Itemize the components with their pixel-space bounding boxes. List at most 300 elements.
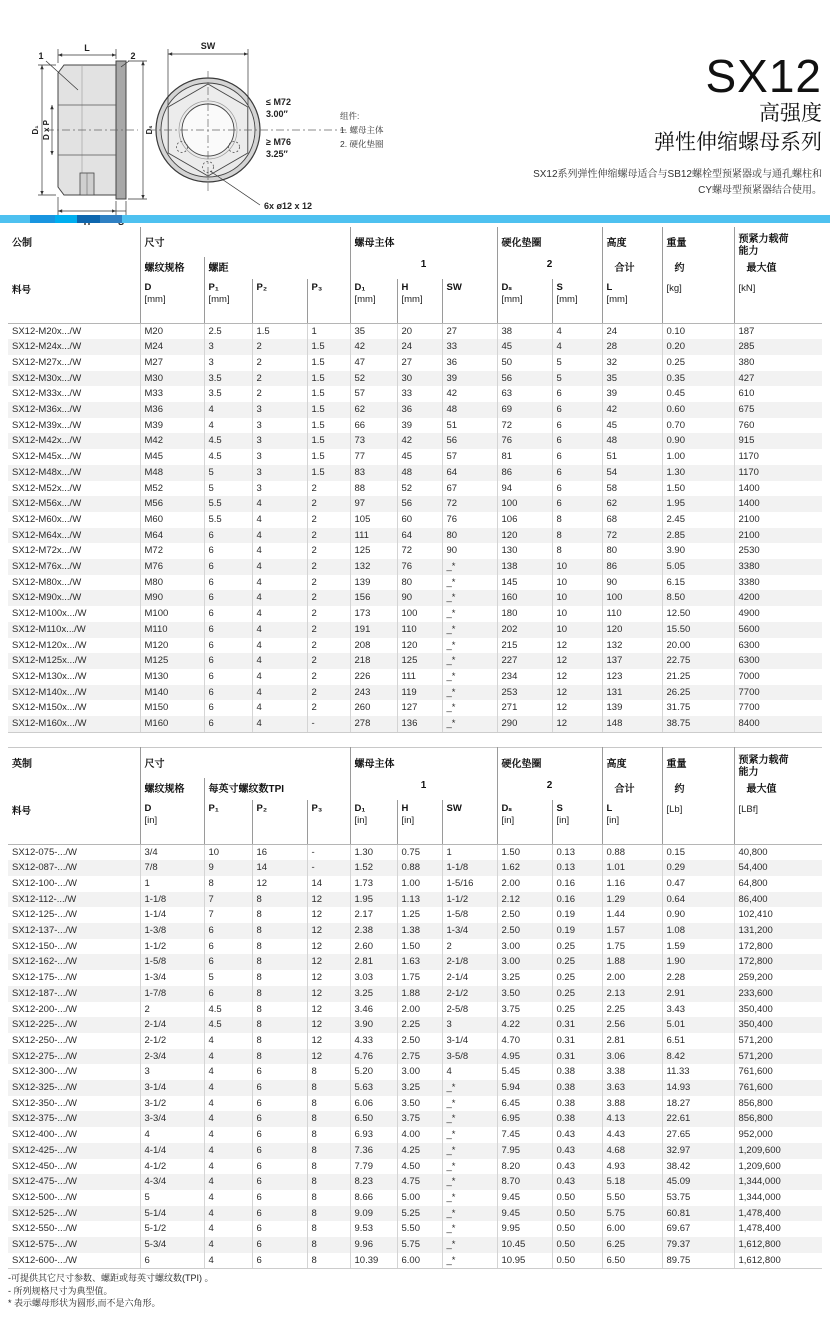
value-cell: 52 xyxy=(397,481,442,497)
range-small-label: ≤ M72 xyxy=(266,97,291,107)
value-cell: 76 xyxy=(397,559,442,575)
value-cell: M110 xyxy=(140,622,204,638)
part-number-cell: SX12-M24x.../W xyxy=(12,341,82,353)
value-cell: 5600 xyxy=(734,622,822,638)
value-cell: 72 xyxy=(602,528,662,544)
value-cell: 77 xyxy=(350,449,397,465)
imperial-table-header xyxy=(8,748,822,845)
value-cell: 2 xyxy=(307,590,350,606)
value-cell: 36 xyxy=(397,402,442,418)
part-number-cell: SX12-M130x.../W xyxy=(12,670,87,682)
value-cell: 1.16 xyxy=(602,876,662,892)
value-cell: 4 xyxy=(204,1127,252,1143)
value-cell: 42 xyxy=(350,339,397,355)
value-cell: 10.95 xyxy=(497,1253,552,1269)
component-legend xyxy=(340,111,384,149)
page-description xyxy=(402,167,822,199)
value-cell: 4 xyxy=(204,1111,252,1127)
part-number-cell: SX12-137-.../W xyxy=(12,925,77,937)
value-cell: 8 xyxy=(307,1080,350,1096)
value-cell: 4 xyxy=(252,590,307,606)
value-cell: 2.91 xyxy=(662,986,734,1002)
value-cell: 2.81 xyxy=(350,954,397,970)
value-cell: 4.93 xyxy=(602,1159,662,1175)
table-row xyxy=(8,653,822,669)
value-cell: 3/4 xyxy=(140,844,204,860)
page-subtitle-2: 弹性伸缩螺母系列 xyxy=(654,130,822,154)
value-cell: 8 xyxy=(307,1111,350,1127)
column-header: [kN] xyxy=(734,279,822,323)
holes-callout-label: 6x ø12 x 12 xyxy=(264,201,313,211)
value-cell: 50 xyxy=(497,355,552,371)
nut-drawing-svg xyxy=(8,35,428,230)
value-cell: 0.45 xyxy=(662,386,734,402)
value-cell: 100 xyxy=(497,496,552,512)
value-cell: 8.20 xyxy=(497,1159,552,1175)
value-cell: 3.75 xyxy=(397,1111,442,1127)
column-header: D₁ [mm] xyxy=(350,279,397,323)
part-number-cell: SX12-200-.../W xyxy=(12,1003,77,1015)
value-cell: 12 xyxy=(552,638,602,654)
value-cell: 243 xyxy=(350,685,397,701)
value-cell: 90 xyxy=(602,575,662,591)
value-cell: 208 xyxy=(350,638,397,654)
part-number-cell: SX12-600-.../W xyxy=(8,1253,140,1269)
value-cell: 4900 xyxy=(734,606,822,622)
callout-1-label: 1 xyxy=(38,51,44,61)
table-row xyxy=(8,496,822,512)
value-cell: 39 xyxy=(602,386,662,402)
value-cell: 10 xyxy=(552,606,602,622)
value-cell: 90 xyxy=(397,590,442,606)
value-cell: 76 xyxy=(497,433,552,449)
value-cell: _* xyxy=(442,638,497,654)
table-row xyxy=(8,1143,822,1159)
value-cell: 1,478,400 xyxy=(734,1221,822,1237)
value-cell: 3.06 xyxy=(602,1049,662,1065)
height-subheader: 合计 xyxy=(602,778,662,800)
value-cell: 4.5 xyxy=(204,449,252,465)
part-number-cell: SX12-275-.../W xyxy=(12,1050,77,1062)
value-cell: 67 xyxy=(442,481,497,497)
value-cell: 6.00 xyxy=(397,1253,442,1269)
footnote-line: -可提供其它尺寸参数、螺距或每英寸螺纹数(TPI) 。 xyxy=(8,1273,214,1283)
value-cell: 51 xyxy=(442,418,497,434)
value-cell: - xyxy=(307,844,350,860)
value-cell: 4 xyxy=(204,1190,252,1206)
description-line-1: SX12系列弹性伸缩螺母适合与SB12螺栓型预紧器或与通孔螺柱和 xyxy=(533,168,822,180)
value-cell: 1.75 xyxy=(602,939,662,955)
value-cell: 380 xyxy=(734,355,822,371)
table-row xyxy=(8,669,822,685)
value-cell: 4 xyxy=(140,1127,204,1143)
value-cell: 36 xyxy=(442,355,497,371)
region-header: 公制 xyxy=(12,238,32,249)
value-cell: 2 xyxy=(252,339,307,355)
value-cell: _* xyxy=(442,1127,497,1143)
value-cell: 1.5 xyxy=(252,323,307,339)
value-cell: 3.5 xyxy=(204,371,252,387)
value-cell: 0.25 xyxy=(662,355,734,371)
value-cell: 2 xyxy=(252,371,307,387)
part-number-cell: SX12-M36x.../W xyxy=(12,404,82,416)
value-cell: 0.31 xyxy=(552,1033,602,1049)
value-cell: 4 xyxy=(252,685,307,701)
value-cell: 5.75 xyxy=(397,1237,442,1253)
value-cell: 4 xyxy=(204,1253,252,1269)
value-cell: 1.88 xyxy=(397,986,442,1002)
table-row xyxy=(8,1206,822,1222)
value-cell: 6 xyxy=(204,716,252,732)
value-cell: 6 xyxy=(252,1206,307,1222)
washer-number: 2 xyxy=(497,778,602,800)
value-cell: 4 xyxy=(204,1221,252,1237)
value-cell: 63 xyxy=(497,386,552,402)
value-cell: 6 xyxy=(552,386,602,402)
value-cell: 3 xyxy=(252,465,307,481)
value-cell: 12 xyxy=(307,954,350,970)
value-cell: 3.43 xyxy=(662,1002,734,1018)
value-cell: 7.79 xyxy=(350,1159,397,1175)
value-cell: 2100 xyxy=(734,512,822,528)
value-cell: 8 xyxy=(252,1049,307,1065)
value-cell: 1-5/8 xyxy=(140,954,204,970)
value-cell: 8 xyxy=(252,1002,307,1018)
value-cell: 119 xyxy=(397,685,442,701)
part-number-cell: SX12-550-.../W xyxy=(12,1223,77,1235)
part-number-cell: SX12-325-.../W xyxy=(12,1082,77,1094)
value-cell: 8 xyxy=(252,892,307,908)
value-cell: 1-7/8 xyxy=(140,986,204,1002)
part-number-cell: SX12-250-.../W xyxy=(12,1034,77,1046)
value-cell: 2 xyxy=(307,543,350,559)
imperial-spec-table xyxy=(8,747,822,1269)
value-cell: 6.06 xyxy=(350,1096,397,1112)
value-cell: 4 xyxy=(252,496,307,512)
nut-body-number: 1 xyxy=(350,257,497,279)
value-cell: 0.16 xyxy=(552,892,602,908)
value-cell: 4 xyxy=(204,418,252,434)
value-cell: 2 xyxy=(307,528,350,544)
value-cell: 38.42 xyxy=(662,1159,734,1175)
value-cell: 6 xyxy=(552,433,602,449)
part-number-cell: SX12-475-.../W xyxy=(12,1176,77,1188)
value-cell: 4.13 xyxy=(602,1111,662,1127)
size-group-header: 尺寸 xyxy=(140,227,350,257)
value-cell: 8.50 xyxy=(662,590,734,606)
value-cell: 10 xyxy=(552,590,602,606)
value-cell: 4 xyxy=(252,622,307,638)
value-cell: _* xyxy=(442,1174,497,1190)
value-cell: 952,000 xyxy=(734,1127,822,1143)
value-cell: 57 xyxy=(442,449,497,465)
value-cell: 1170 xyxy=(734,449,822,465)
nut-body-group-header: 螺母主体 xyxy=(350,748,497,779)
value-cell: 48 xyxy=(442,402,497,418)
value-cell: 1-5/8 xyxy=(442,907,497,923)
value-cell: 202 xyxy=(497,622,552,638)
column-header: H [mm] xyxy=(397,279,442,323)
value-cell: 3 xyxy=(252,481,307,497)
value-cell: 10 xyxy=(552,575,602,591)
value-cell: 42 xyxy=(442,386,497,402)
value-cell: 2 xyxy=(307,669,350,685)
value-cell: 1,209,600 xyxy=(734,1159,822,1175)
value-cell: M24 xyxy=(140,339,204,355)
value-cell: 0.64 xyxy=(662,892,734,908)
value-cell: 1.38 xyxy=(397,923,442,939)
technical-drawing xyxy=(8,35,428,230)
value-cell: 8 xyxy=(204,876,252,892)
value-cell: 12 xyxy=(307,923,350,939)
value-cell: 8 xyxy=(307,1096,350,1112)
value-cell: 180 xyxy=(497,606,552,622)
value-cell: 4-1/2 xyxy=(140,1159,204,1175)
table-row xyxy=(8,1127,822,1143)
table-row xyxy=(8,528,822,544)
value-cell: 9 xyxy=(204,860,252,876)
value-cell: 4 xyxy=(552,323,602,339)
value-cell: 3.50 xyxy=(397,1096,442,1112)
part-number-cell: SX12-M76x.../W xyxy=(12,561,82,573)
value-cell: 1.5 xyxy=(307,386,350,402)
value-cell: 9.45 xyxy=(497,1206,552,1222)
part-number-cell: SX12-225-.../W xyxy=(12,1019,77,1031)
value-cell: 127 xyxy=(397,700,442,716)
preload-group-header: 预紧力载荷能力 xyxy=(734,748,822,779)
value-cell: 6.51 xyxy=(662,1033,734,1049)
dim-d1-label: D₁ xyxy=(31,125,40,135)
value-cell: 2 xyxy=(307,575,350,591)
value-cell: 11.33 xyxy=(662,1064,734,1080)
value-cell: 105 xyxy=(350,512,397,528)
value-cell: 3.50 xyxy=(497,986,552,1002)
value-cell: 8 xyxy=(552,543,602,559)
value-cell: 35 xyxy=(350,323,397,339)
value-cell: 1.5 xyxy=(307,371,350,387)
value-cell: 137 xyxy=(602,653,662,669)
value-cell: 3.25 xyxy=(350,986,397,1002)
value-cell: 227 xyxy=(497,653,552,669)
value-cell: 20 xyxy=(397,323,442,339)
part-number-cell: SX12-150-.../W xyxy=(12,940,77,952)
column-header: SW xyxy=(442,279,497,323)
weight-group-header: 重量 xyxy=(662,227,734,257)
value-cell: 8400 xyxy=(734,716,822,732)
value-cell: 0.43 xyxy=(552,1143,602,1159)
value-cell: 8 xyxy=(307,1237,350,1253)
value-cell: 2-1/4 xyxy=(442,970,497,986)
value-cell: 6.50 xyxy=(350,1111,397,1127)
column-header: P₂ xyxy=(252,800,307,844)
value-cell: 8 xyxy=(252,1033,307,1049)
accent-bar xyxy=(0,215,830,223)
part-number-cell: SX12-M60x.../W xyxy=(12,513,82,525)
value-cell: 2.13 xyxy=(602,986,662,1002)
value-cell: 8 xyxy=(252,970,307,986)
value-cell: _* xyxy=(442,1143,497,1159)
value-cell: 1,612,800 xyxy=(734,1237,822,1253)
part-number-cell: SX12-M45x.../W xyxy=(12,451,82,463)
value-cell: 1-3/8 xyxy=(140,923,204,939)
dim-l-label: L xyxy=(84,43,90,53)
table-row xyxy=(8,481,822,497)
value-cell: 5 xyxy=(552,371,602,387)
value-cell: 4.22 xyxy=(497,1017,552,1033)
legend-item-1: 1. 螺母主体 xyxy=(340,125,384,135)
value-cell: 3 xyxy=(140,1064,204,1080)
value-cell: 22.61 xyxy=(662,1111,734,1127)
value-cell: 259,200 xyxy=(734,970,822,986)
value-cell: 9.09 xyxy=(350,1206,397,1222)
value-cell: 3 xyxy=(204,339,252,355)
value-cell: 76 xyxy=(442,512,497,528)
value-cell: 2100 xyxy=(734,528,822,544)
value-cell: 0.25 xyxy=(552,939,602,955)
value-cell: 40,800 xyxy=(734,844,822,860)
value-cell: 69.67 xyxy=(662,1221,734,1237)
value-cell: 110 xyxy=(397,622,442,638)
weight-subheader: 约 xyxy=(662,778,734,800)
value-cell: 42 xyxy=(397,433,442,449)
part-number-cell: SX12-087-.../W xyxy=(12,862,77,874)
preload-subheader: 最大值 xyxy=(734,778,822,800)
value-cell: 5.25 xyxy=(397,1206,442,1222)
value-cell: 3.90 xyxy=(662,543,734,559)
value-cell: 69 xyxy=(497,402,552,418)
value-cell: 3 xyxy=(252,433,307,449)
value-cell: 191 xyxy=(350,622,397,638)
tpi-subheader: 每英寸螺纹数TPI xyxy=(204,778,350,800)
value-cell: 290 xyxy=(497,716,552,732)
value-cell: 1.5 xyxy=(307,402,350,418)
value-cell: 73 xyxy=(350,433,397,449)
value-cell: 0.25 xyxy=(552,954,602,970)
value-cell: 64,800 xyxy=(734,876,822,892)
value-cell: 8 xyxy=(252,939,307,955)
value-cell: 6 xyxy=(252,1253,307,1269)
size-group-header: 尺寸 xyxy=(140,748,350,779)
value-cell: 2 xyxy=(252,355,307,371)
value-cell: 1.44 xyxy=(602,907,662,923)
value-cell: 0.88 xyxy=(397,860,442,876)
value-cell: 6 xyxy=(204,653,252,669)
part-number-cell: SX12-M39x.../W xyxy=(12,419,82,431)
value-cell: 6 xyxy=(204,685,252,701)
value-cell: 2 xyxy=(307,606,350,622)
part-number-cell: SX12-450-.../W xyxy=(12,1160,77,1172)
value-cell: 3.90 xyxy=(350,1017,397,1033)
value-cell: 57 xyxy=(350,386,397,402)
value-cell: 1 xyxy=(307,323,350,339)
value-cell: 4 xyxy=(204,1237,252,1253)
header-section xyxy=(0,0,830,215)
part-number-cell: SX12-M90x.../W xyxy=(12,592,82,604)
column-header: P₁ xyxy=(204,800,252,844)
weight-subheader: 约 xyxy=(662,257,734,279)
value-cell: 5.00 xyxy=(397,1190,442,1206)
value-cell: 761,600 xyxy=(734,1064,822,1080)
table-row xyxy=(8,433,822,449)
value-cell: 1400 xyxy=(734,496,822,512)
value-cell: 856,800 xyxy=(734,1111,822,1127)
value-cell: 571,200 xyxy=(734,1049,822,1065)
value-cell: 80 xyxy=(602,543,662,559)
value-cell: 1.50 xyxy=(662,481,734,497)
value-cell: 1.63 xyxy=(397,954,442,970)
accent-bar-segment xyxy=(77,215,100,223)
value-cell: _* xyxy=(442,653,497,669)
value-cell: 1 xyxy=(140,876,204,892)
value-cell: 10.39 xyxy=(350,1253,397,1269)
value-cell: 4 xyxy=(552,339,602,355)
metric-table-body xyxy=(8,323,822,732)
part-number-cell: SX12-375-.../W xyxy=(12,1113,77,1125)
value-cell: 4.00 xyxy=(397,1127,442,1143)
value-cell: 27 xyxy=(397,355,442,371)
value-cell: 111 xyxy=(397,669,442,685)
range-large-label: ≥ M76 xyxy=(266,137,291,147)
value-cell: 856,800 xyxy=(734,1096,822,1112)
value-cell: 0.50 xyxy=(552,1237,602,1253)
value-cell: 3 xyxy=(204,355,252,371)
value-cell: M52 xyxy=(140,481,204,497)
value-cell: 4-3/4 xyxy=(140,1174,204,1190)
value-cell: 5.63 xyxy=(350,1080,397,1096)
value-cell: M45 xyxy=(140,449,204,465)
value-cell: 5 xyxy=(204,970,252,986)
table-row xyxy=(8,1159,822,1175)
value-cell: 8 xyxy=(307,1143,350,1159)
value-cell: 3.38 xyxy=(602,1064,662,1080)
value-cell: 1.08 xyxy=(662,923,734,939)
value-cell: 2.12 xyxy=(497,892,552,908)
value-cell: 0.19 xyxy=(552,907,602,923)
value-cell: 100 xyxy=(602,590,662,606)
value-cell: 6 xyxy=(552,418,602,434)
value-cell: 111 xyxy=(350,528,397,544)
value-cell: 1.13 xyxy=(397,892,442,908)
value-cell: 2.25 xyxy=(397,1017,442,1033)
column-header: P₃ xyxy=(307,279,350,323)
value-cell: 675 xyxy=(734,402,822,418)
metric-spec-table xyxy=(8,227,822,733)
value-cell: _* xyxy=(442,1206,497,1222)
part-number-cell: SX12-175-.../W xyxy=(12,972,77,984)
column-header: [Lb] xyxy=(662,800,734,844)
preload-group-header: 预紧力载荷能力 xyxy=(734,227,822,257)
value-cell: 0.35 xyxy=(662,371,734,387)
value-cell: 0.90 xyxy=(662,907,734,923)
value-cell: 8.23 xyxy=(350,1174,397,1190)
part-number-cell: SX12-350-.../W xyxy=(12,1097,77,1109)
value-cell: 1.95 xyxy=(662,496,734,512)
value-cell: 2 xyxy=(307,685,350,701)
value-cell: 1.00 xyxy=(662,449,734,465)
value-cell: M130 xyxy=(140,669,204,685)
value-cell: 54,400 xyxy=(734,860,822,876)
table-row xyxy=(8,939,822,955)
height-subheader: 合计 xyxy=(602,257,662,279)
value-cell: 6 xyxy=(204,543,252,559)
value-cell: 12.50 xyxy=(662,606,734,622)
value-cell: 120 xyxy=(497,528,552,544)
value-cell: 5.75 xyxy=(602,1206,662,1222)
value-cell: 6.95 xyxy=(497,1111,552,1127)
column-header: H [in] xyxy=(397,800,442,844)
value-cell: 14 xyxy=(307,876,350,892)
column-header: P₁ [mm] xyxy=(204,279,252,323)
